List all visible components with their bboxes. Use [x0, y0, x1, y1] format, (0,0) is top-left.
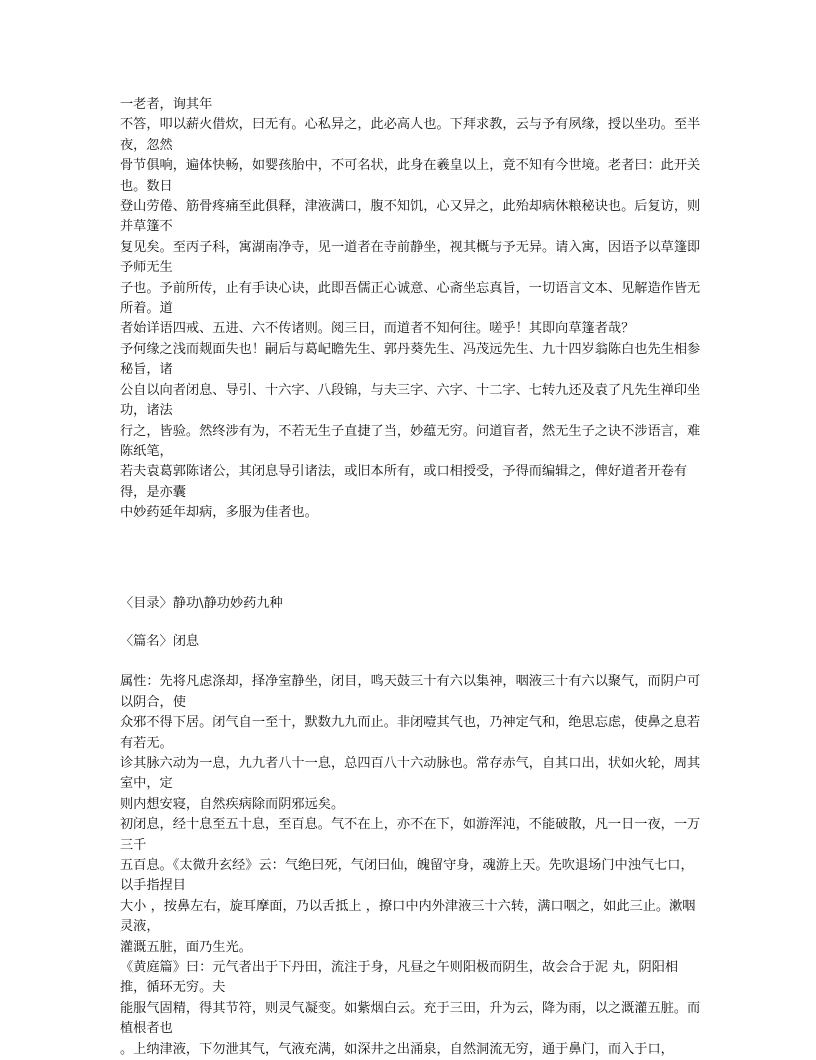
text-line: 属性：先将凡虑涤却，择净室静坐，闭目，鸣天鼓三十有六以集神，咽液三十有六以聚气，而阴户可以阴合，使	[120, 674, 701, 710]
text-line: 《黄庭篇》曰：元气者出于下丹田，流注于身，凡昼之午则阳极而阴生，故会合于泥 丸，阴阳相推，循环无穷。夫	[120, 960, 679, 996]
body-spacer	[120, 652, 702, 672]
document-page	[120, 95, 702, 1060]
text-line: 者始详语四戒、五进、六不传诸则。阅三日，而道者不知何往。嗟乎！其即向草篷者哉？	[120, 321, 635, 337]
text-line: 。上纳津液，下勿泄其气，气液充满，如深井之出涌泉，自然洞流无穷，通于鼻门，而入于口，	[120, 1041, 674, 1057]
text-line: 若夫袁葛郭陈诸公，其闭息导引诸法，或旧本所有，或口相授受，予得而编辑之，俾好道者开卷有得，是亦囊	[120, 464, 688, 500]
text-line: 能服气固精，得其节符，则灵气凝变。如紫烟白云。充于三田，升为云，降为雨，以之溉灌五脏。而植根者也	[120, 1000, 701, 1037]
text-line: 五百息。《太微升玄经》云：气绝曰死，气闭曰仙，魄留守身，魂游上天。先吹退场门中浊气七口，以手指捏目	[120, 858, 694, 894]
text-line: 众邪不得下居。闭气自一至十，默数九九而止。非闭噎其气也，乃神定气和，绝思忘虑，使鼻之息若有若无。	[120, 715, 701, 751]
text-line: 复见矣。至丙子科，寓湖南净寺，见一道者在寺前静坐，视其概与予无异。请入寓，因语予以草篷即予师无生	[120, 239, 701, 276]
text-line: 登山劳倦、筋骨疼痛至此俱释，津液满口，腹不知饥，心又异之，此殆却病休粮秘诀也。后复访，则并草篷不	[120, 199, 701, 235]
text-line: 公自以向者闭息、导引、十六字、八段锦，与夫三字、六字、十二字、七转九还及袁了凡先生禅印坐功，诸法	[120, 382, 701, 419]
heading-spacer	[120, 614, 702, 632]
text-line: 一老者，询其年	[120, 97, 213, 112]
text-line: 不答，叩以薪火借炊，曰无有。心私异之，此必高人也。下拜求教，云与予有夙缘，授以坐功。至半夜，忽然	[120, 117, 701, 153]
section-spacer	[120, 524, 702, 594]
catalog-heading: 〈目录〉静功\静功妙药九种	[120, 595, 283, 611]
text-line: 初闭息，经十息至五十息，至百息。气不在上，亦不在下，如游浑沌，不能破散，凡一日一夜，一万三千	[120, 817, 701, 853]
text-line: 则内想安寝，自然疾病除而阴邪远矣。	[120, 796, 345, 812]
text-line: 大小 ，按鼻左右，旋耳摩面，乃以舌抵上 ，撩口中内外津液三十六转，满口咽之，如此三止。漱咽灵液，	[120, 898, 696, 935]
preface-section	[120, 95, 702, 524]
text-line: 诊其脉六动为一息，九九者八十一息，总四百八十六动脉也。常存赤气，自其口出，状如火轮，周其室中，定	[120, 755, 701, 792]
text-line: 灌溉五脏，面乃生光。	[120, 939, 252, 955]
title-heading: 〈篇名〉闭息	[120, 633, 200, 649]
text-line: 中妙药延年却病，多服为佳者也。	[120, 505, 318, 521]
text-line: 骨节俱响，遍体快畅，如婴孩胎中，不可名状，此身在羲皇以上，竟不知有今世境。老者曰：此开关也。数日	[120, 158, 701, 194]
text-line: 子也。予前所传，止有手诀心诀，此即吾儒正心诚意、心斋坐忘真旨，一切语言文本、见解造作皆无所着。道	[120, 280, 701, 317]
closing-breath-section	[120, 672, 702, 1060]
text-line: 予何缘之浅而觌面失也！嗣后与葛屺瞻先生、郭丹葵先生、冯茂远先生、九十四岁翁陈白也先生相参秘旨，诸	[120, 341, 701, 378]
text-line: 行之，皆验。然终涉有为，不若无生子直捷了当，妙蕴无穷。问道盲者，然无生子之诀不涉语言，难陈纸笔，	[120, 423, 701, 459]
